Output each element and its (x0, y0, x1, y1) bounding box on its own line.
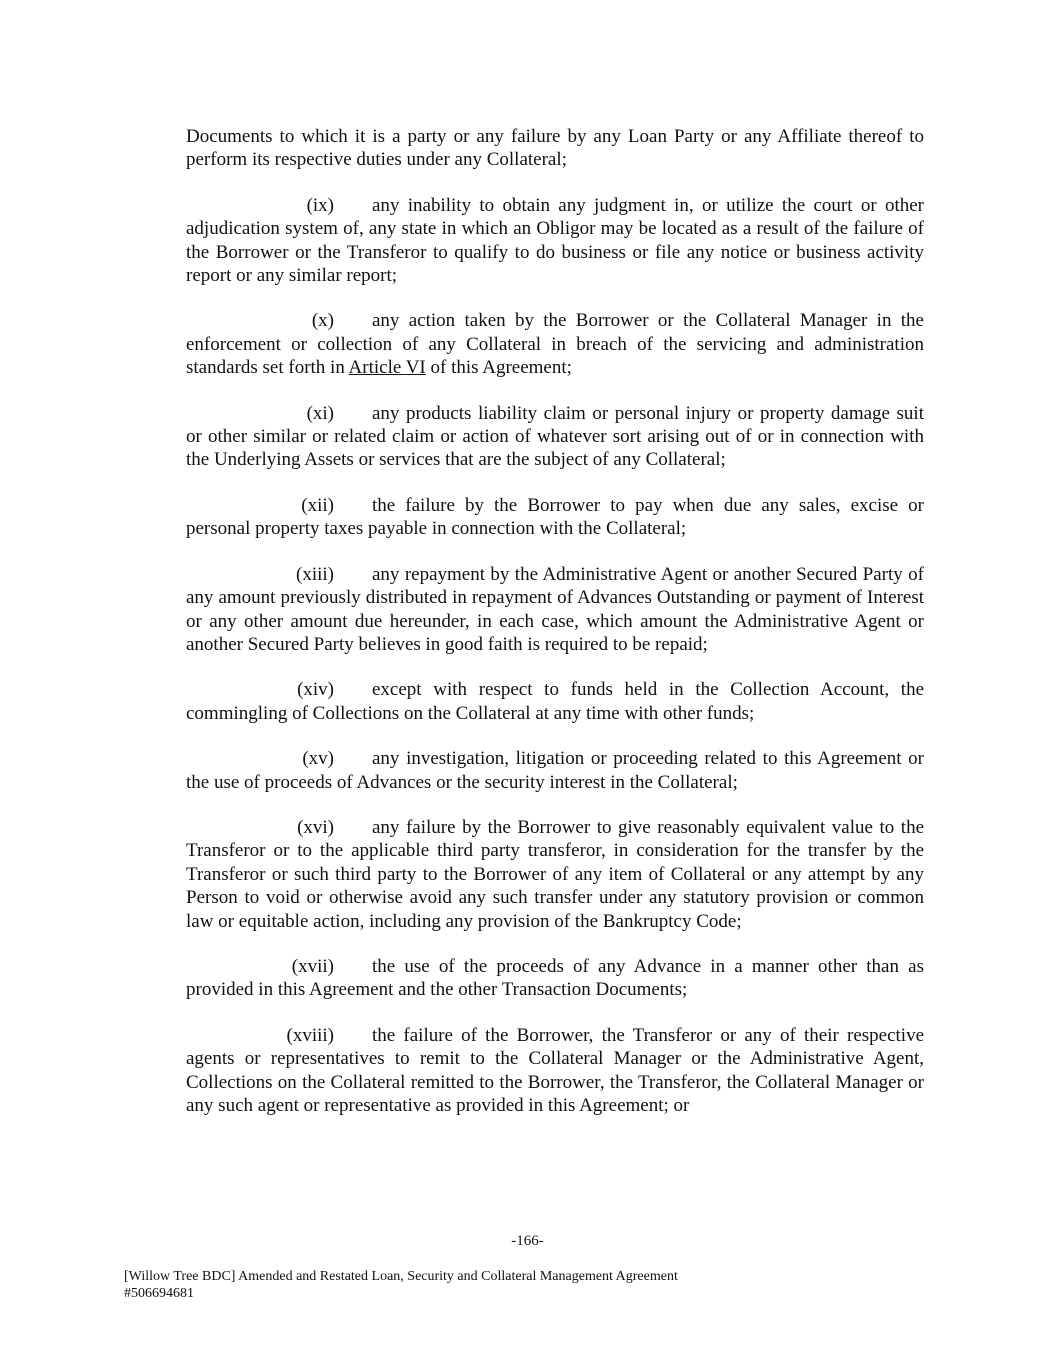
clause-item (186, 678, 924, 725)
clause-text: the failure of the Borrower, the Transferor or any of their respective agents or representatives to remit to the Collateral Manager or the Administrative Agent, Collections on the Collateral remitted to the Borrower, the Transferor, the Collateral Manager or any such agent or representative as provided in this Agreement; or (186, 1024, 924, 1116)
clause-text: any investigation, litigation or proceeding related to this Agreement or the use of proceeds of Advances or the security interest in the Collateral; (186, 748, 924, 793)
clause-number: (xiv) (297, 679, 334, 701)
clause-number: (ix) (306, 194, 334, 216)
clause-text: the failure by the Borrower to pay when due any sales, excise or personal property taxes payable in connection with the Collateral; (186, 494, 924, 540)
footer-doc-number: #506694681 (124, 1286, 194, 1301)
clause-text: any inability to obtain any judgment in, or utilize the court or other adjudication system of, any state in which an Obligor may be located as a result of the failure of the Borrower or the Transferor to qualify to do business or file any notice or business activity report or any similar report; (186, 194, 924, 287)
clause-text: except with respect to funds held in the Collection Account, the commingling of Collections on the Collateral at any time with other funds; (186, 679, 924, 724)
clause-number: (xvi) (297, 816, 334, 838)
clause-text: the use of the proceeds of any Advance in a manner other than as provided in this Agreement and the other Transaction Documents; (186, 955, 924, 1001)
clause-item (186, 563, 924, 657)
clause-text: any action taken by the Borrower or the Collateral Manager in the enforcement or collection of any Collateral in breach of the servicing and administration standards set forth in (186, 310, 924, 379)
clause-number: (x) (311, 310, 334, 332)
clause-number: (xvii) (291, 955, 334, 977)
clause-text: any failure by the Borrower to give reasonably equivalent value to the Transferor or to the applicable third party transferor, in consideration for the transfer by the Transferor or such third party to the Borrower of any item of Collateral or any attempt by any Person to void or otherwise avoid any such transfer under any statutory provision or common law or equitable action, including any provision of the Bankruptcy Code; (186, 816, 924, 932)
clause-item (186, 402, 924, 472)
clause-number: (xiii) (296, 563, 334, 585)
clause-item (186, 747, 924, 794)
clause-item (186, 494, 924, 541)
clause-text: any repayment by the Administrative Agent or another Secured Party of any amount previously distributed in repayment of Advances Outstanding or payment of Interest or any other amount due hereunder, in each case, which amount the Administrative Agent or another Secured Party believes in good faith is required to be repaid; (186, 563, 924, 655)
article-reference-link[interactable]: Article VI (348, 357, 426, 379)
intro-paragraph: Documents to which it is a party or any failure by any Loan Party or any Affiliate thereof to perform its respective duties under any Collateral; (186, 126, 924, 171)
clause-text: any products liability claim or personal injury or property damage suit or other similar or related claim or action of whatever sort arising out of or in connection with the Underlying Assets or services that are the subject of any Collateral; (186, 402, 924, 471)
clause-item (186, 955, 924, 1002)
page-number: -166- (511, 1233, 544, 1249)
clause-number: (xii) (301, 494, 334, 516)
clause-item (186, 1024, 924, 1118)
clause-number: (xviii) (286, 1024, 334, 1046)
clause-number: (xv) (302, 748, 334, 770)
clause-text: of this Agreement; (425, 357, 572, 379)
clause-item (186, 194, 924, 288)
footer-title: [Willow Tree BDC] Amended and Restated Loan, Security and Collateral Management Agreement (124, 1269, 678, 1284)
document-footer (124, 1268, 924, 1302)
clause-number: (xi) (306, 402, 334, 424)
document-body (186, 125, 924, 1139)
clause-item (186, 816, 924, 933)
clause-item (186, 309, 924, 379)
clause-list (186, 194, 924, 1118)
